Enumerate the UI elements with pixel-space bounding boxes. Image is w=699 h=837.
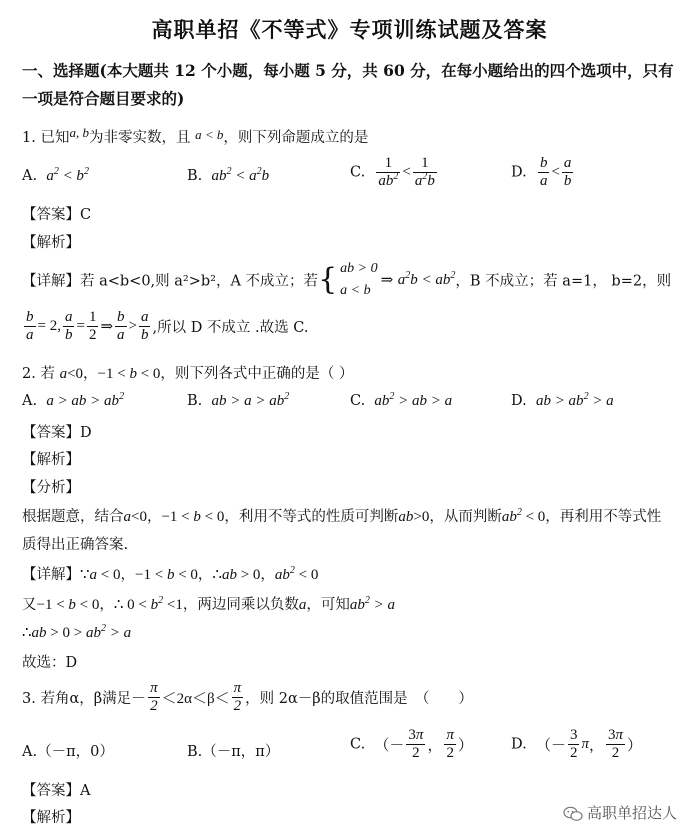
q3-option-a: A.（－π，0） — [22, 744, 114, 760]
q1-option-a: A. $a^2 < b^2$ — [22, 166, 89, 184]
q1-analysis-label: 【解析】 — [22, 235, 80, 251]
section-heading-line1: 一、选择题(本大题共 12 个小题，每小题 5 分，共 60 分，在每小题给出的四个选项中，只有 — [22, 61, 674, 80]
q1-detail-line2: $\frac{b}{a}$ = 2, $\frac{a}{b}$ = $\frac{1}{2}$ ⇒ $\frac{b}{a}$ > $\frac{a}{b}$ ,所以 D 不成立 .故选 C. — [26, 309, 309, 343]
q2-fenxi-label: 【分析】 — [22, 480, 80, 496]
q1-answer: 【答案】C — [22, 207, 92, 223]
q3-option-d: D. （－ $\frac{3}{2}$ π， $\frac{3\pi}{2}$ ） — [511, 727, 643, 761]
question-1-stem: 1. 已知a, b为非零实数，且 a < b，则下列命题成立的是 — [22, 125, 369, 146]
question-2-stem: 2. 若 a<0，−1 < b < 0，则下列各式中正确的是（ ） — [22, 366, 354, 382]
q2-option-d: D. ab > $ab^2 > a$ — [511, 391, 614, 409]
watermark — [563, 802, 677, 823]
wechat-icon — [563, 806, 583, 822]
q2-detail-line3: ∴ab > $0 > ab^2 > a$ — [22, 623, 132, 641]
q1-option-d: D. $\frac{b}{a}$ < $\frac{a}{b}$ — [511, 155, 572, 189]
q1-option-b: B. $ab^2 < a^2b$ — [187, 166, 270, 184]
section-heading — [22, 57, 682, 113]
q3-option-c: C. （－ $\frac{3\pi}{2}$ ， $\frac{\pi}{2}$ ） — [350, 727, 473, 761]
watermark-text: 高职单招达人 — [586, 804, 677, 822]
q2-option-c: C. $ab^2$ > ab > a — [350, 391, 453, 409]
q1-option-c: C. $\frac{1}{ab^2}$ < $\frac{1}{a^2b}$ — [350, 155, 435, 189]
q2-option-a: A. a > ab > $ab^2$ — [22, 391, 125, 409]
q2-detail-line2: 又−1 < b < 0，∴ $0 < b^2 <1$，两边同乘以负数a，可知$ab^2 > a$ — [22, 595, 395, 613]
q3-answer: 【答案】A — [22, 783, 91, 799]
q2-option-b: B. ab > $a > ab^2$ — [187, 391, 290, 409]
question-3-stem: 3. 若角α，β满足－ $\frac{\pi}{2}$ ＜2α＜β＜ $\frac{\pi}{2}$ ，则 2α－β的取值范围是 （ ） — [22, 680, 473, 714]
q2-answer: 【答案】D — [22, 425, 92, 441]
q2-fenxi-line1: 根据题意，结合a<0，−1 < b < 0，利用不等式的性质可判断ab>0，从而判断$ab^2 < 0$，再利用不等式性 — [22, 507, 662, 525]
q2-choose: 故选：D — [22, 655, 78, 671]
section-heading-line2: 一项是符合题目要求的) — [22, 89, 185, 108]
q1-detail-line1: 【详解】若 a<b<0,则 a²>b²，A 不成立；若{ ab > 0 a < b ⇒ $a^2b < ab^2$，B 不成立；若 a=1， b=2，则 — [22, 261, 672, 298]
q2-analysis-label: 【解析】 — [22, 452, 80, 468]
q3-analysis-label: 【解析】 — [22, 810, 80, 826]
q2-detail-line1: 【详解】∵a < 0，−1 < b < 0，∴ab > 0，$ab^2 < 0$ — [22, 565, 319, 583]
q3-option-b: B.（－π，π） — [187, 744, 280, 760]
document-title: 高职单招《不等式》专项训练试题及答案 — [151, 17, 548, 42]
q2-fenxi-line2: 质得出正确答案. — [22, 537, 129, 553]
